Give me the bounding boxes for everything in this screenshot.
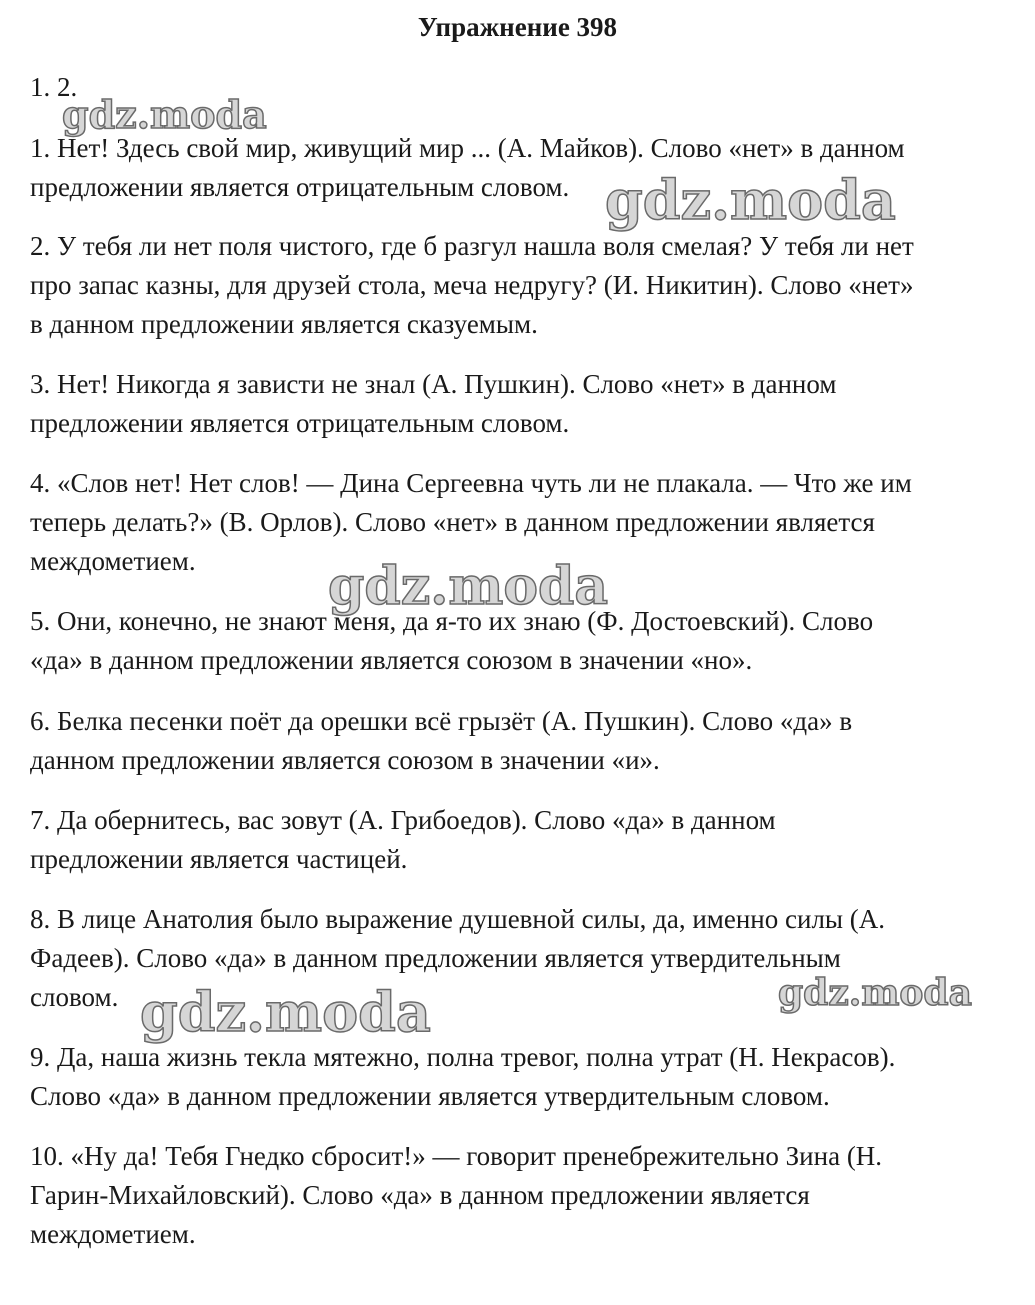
line: 7. Да обернитесь, вас зовут (А. Грибоедов). Слово «да» в данном (30, 805, 776, 835)
watermark: gdz.moda (778, 972, 972, 1014)
answer-item-7 (30, 801, 1010, 879)
answer-item-3 (30, 365, 1010, 443)
line: 6. Белка песенки поёт да орешки всё грызёт (А. Пушкин). Слово «да» в (30, 706, 853, 736)
line: 3. Нет! Никогда я зависти не знал (А. Пушкин). Слово «нет» в данном (30, 369, 837, 399)
exercise-title: Упражнение 398 (417, 12, 618, 42)
answer-item-6 (30, 702, 1010, 780)
line: предложении является отрицательным словом. (30, 172, 570, 202)
line: про запас казны, для друзей стола, меча недругу? (И. Никитин). Слово «нет» (30, 270, 914, 300)
line: 5. Они, конечно, не знают меня, да я-то их знаю (Ф. Достоевский). Слово (30, 606, 874, 636)
line: предложении является частицей. (30, 844, 408, 874)
watermark: gdz.moda (328, 556, 609, 617)
line: 9. Да, наша жизнь текла мятежно, полна тревог, полна утрат (Н. Некрасов). (30, 1042, 896, 1072)
line: 8. В лице Анатолия было выражение душевной силы, да, именно силы (А. (30, 904, 886, 934)
answer-item-9 (30, 1038, 1010, 1116)
answer-item-10 (30, 1137, 1010, 1254)
line: 4. «Слов нет! Нет слов! — Дина Сергеевна чуть ли не плакала. — Что же им (30, 468, 912, 498)
line: данном предложении является союзом в значении «и». (30, 745, 660, 775)
watermark: gdz.moda (140, 980, 431, 1044)
line: 1. Нет! Здесь свой мир, живущий мир ... (А. Майков). Слово «нет» в данном (30, 133, 905, 163)
line: в данном предложении является сказуемым. (30, 309, 538, 339)
line: предложении является отрицательным словом. (30, 408, 570, 438)
line: Слово «да» в данном предложении является утвердительным словом. (30, 1081, 830, 1111)
answer-item-2 (30, 227, 1010, 344)
line: словом. (30, 982, 119, 1012)
line: Фадеев). Слово «да» в данном предложении является утвердительным (30, 943, 841, 973)
line: междометием. (30, 546, 196, 576)
watermark: gdz.moda (605, 168, 896, 232)
line: 10. «Ну да! Тебя Гнедко сбросит!» — говорит пренебрежительно Зина (Н. (30, 1141, 883, 1171)
line: Гарин-Михайловский). Слово «да» в данном предложении является (30, 1180, 810, 1210)
watermark: gdz.moda (62, 92, 267, 137)
line: междометием. (30, 1219, 196, 1249)
line: «да» в данном предложении является союзом в значении «но». (30, 645, 753, 675)
line: 2. У тебя ли нет поля чистого, где б разгул нашла воля смелая? У тебя ли нет (30, 231, 914, 261)
line: теперь делать?» (В. Орлов). Слово «нет» в данном предложении является (30, 507, 875, 537)
exercise-intro: 1. 2. (30, 72, 78, 102)
